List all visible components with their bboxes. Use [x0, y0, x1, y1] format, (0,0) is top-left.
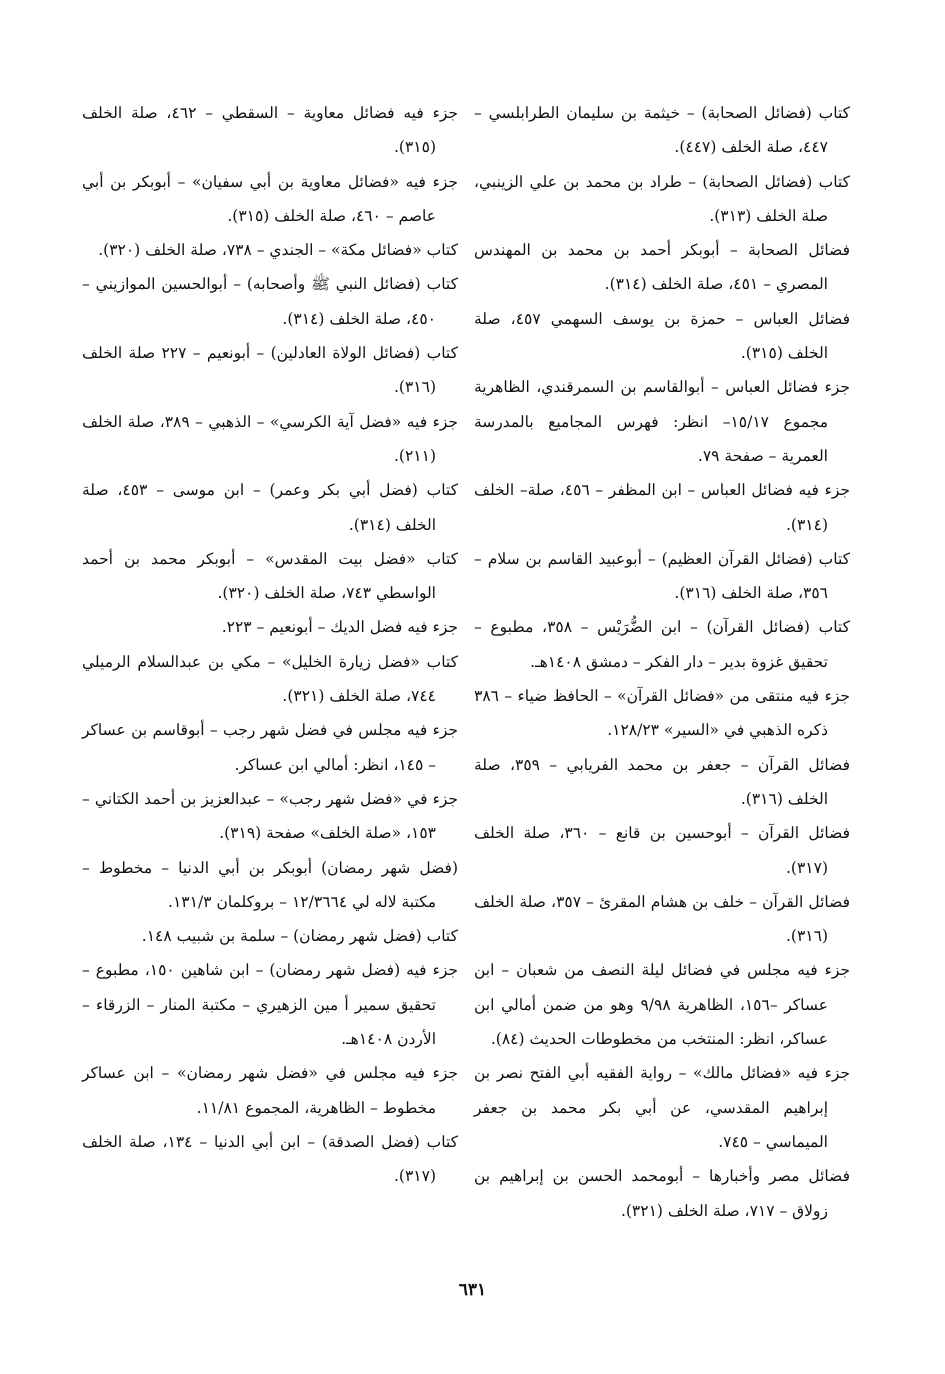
list-item: جزء فيه مجلس في «فضل شهر رمضان» – ابن عساكر مخطوط – الظاهرية، المجموع ١١/٨١.	[82, 1064, 458, 1117]
list-item: جزء فيه منتقى من «فضائل القرآن» – الحافظ ضياء – ٣٨٦ ذكره الذهبي في «السير» ١٢٨/٢٣.	[474, 687, 850, 740]
list-item: كتاب (فضائل القرآن) – ابن الضُّرَيْس – ٣٥٨، مطبوع – تحقيق غزوة بدير – دار الفكر – دمشق ١٤٠٨هـ.	[474, 618, 850, 671]
list-item: فضائل القرآن – أبوحسين بن قانع – ٣٦٠، صلة الخلف (٣١٧).	[474, 824, 850, 877]
list-item: جزء فيه مجلس في فضائل ليلة النصف من شعبان – ابن عساكر –١٥٦، الظاهرية ٩/٩٨ وهو من ضمن أمالي ابن عساكر، انظر: المنتخب من مخطوطات الحديث (٨٤).	[474, 961, 850, 1049]
list-item: كتاب (فضائل القرآن العظيم) – أبوعبيد القاسم بن سلام – ٣٥٦، صلة الخلف (٣١٦).	[474, 549, 850, 603]
right-column	[474, 96, 850, 1228]
list-item: كتاب «فضائل مكة» – الجندي – ٧٣٨، صلة الخلف (٣٢٠).	[98, 241, 458, 260]
list-item: جزء فيه «فضل آية الكرسي» – الذهبي – ٣٨٩، صلة الخلف (٢١١).	[82, 412, 458, 465]
list-item: كتاب «فضل بيت المقدس» – أبوبكر محمد بن أحمد الواسطي ٧٤٣، صلة الخلف (٣٢٠).	[82, 549, 458, 603]
list-item: فضائل القرآن – جعفر بن محمد الفريابي – ٣٥٩، صلة الخلف (٣١٦).	[474, 755, 850, 808]
list-item: كتاب (فضل شهر رمضان) – سلمة بن شبيب ١٤٨.	[141, 927, 458, 946]
page-number: ٦٣١	[458, 1280, 487, 1300]
list-item: جزء فيه «فضائل معاوية بن أبي سفيان» – أبوبكر بن أبي عاصم – ٤٦٠، صلة الخلف (٣١٥).	[82, 172, 458, 225]
list-item: فضائل مصر وأخبارها – أبومحمد الحسن بن إبراهيم بن زولاق – ٧١٧، صلة الخلف (٣٢١).	[474, 1167, 850, 1220]
list-item: كتاب (فضائل الولاة العادلين) – أبونعيم – ٢٢٧ صلة الخلف (٣١٦).	[82, 344, 458, 397]
list-item: جزء فيه فضل الديك – أبونعيم – ٢٢٣.	[221, 618, 458, 637]
list-item: جزء في «فضل شهر رجب» – عبدالعزيز بن أحمد الكتاني – ١٥٣، «صلة الخلف» صفحة (٣١٩).	[82, 789, 458, 843]
list-item: جزء فيه فضائل معاوية – السقطي – ٤٦٢، صلة الخلف (٣١٥).	[82, 104, 459, 157]
list-item: كتاب (فضائل الصحابة) – خيثمة بن سليمان الطرابلسي – ٤٤٧، صلة الخلف (٤٤٧).	[474, 104, 850, 157]
list-item: فضائل الصحابة – أبوبكر أحمد بن محمد بن المهندس المصري – ٤٥١، صلة الخلف (٣١٤).	[474, 241, 850, 294]
list-item: كتاب «فضل زيارة الخليل» – مكي بن عبدالسلام الرميلي ٧٤٤، صلة الخلف (٣٢١).	[82, 652, 458, 706]
list-item: جزء فيه «فضائل مالك» – رواية الفقيه أبي الفتح نصر بن إبراهيم المقدسي، عن أبي بكر محمد بن جعفر الميماسي – ٧٤٥.	[474, 1064, 850, 1151]
list-item: جزء فيه (فضل شهر رمضان) – ابن شاهين ١٥٠، مطبوع – تحقيق سمير أ مين الزهيري – مكتبة المنار – الزرقاء – الأردن ١٤٠٨هـ.	[82, 961, 459, 1049]
left-column	[82, 96, 458, 1194]
list-item: كتاب (فضل الصدقة) – ابن أبي الدنيا – ١٣٤، صلة الخلف (٣١٧).	[82, 1132, 458, 1186]
list-item: (فضل شهر رمضان) أبوبكر بن أبي الدنيا – مخطوط – مكتبة لاله لي ١٢/٣٦٦٤ – بروكلمان ١٣١/٣.	[82, 858, 458, 911]
list-item: جزء فيه مجلس في فضل شهر رجب – أبوقاسم بن عساكر – ١٤٥، انظر: أمالي ابن عساكر.	[82, 721, 458, 774]
list-item: فضائل العباس – حمزة بن يوسف السهمي ٤٥٧، صلة الخلف (٣١٥).	[474, 309, 850, 363]
list-item: فضائل القرآن – خلف بن هشام المقرئ – ٣٥٧، صلة الخلف (٣١٦).	[474, 892, 850, 946]
list-item: كتاب (فضائل الصحابة) – طراد بن محمد بن علي الزينبي، صلة الخلف (٣١٣).	[474, 172, 850, 225]
list-item: جزء فيه فضائل العباس – ابن المظفر – ٤٥٦، صلة– الخلف (٣١٤).	[474, 481, 850, 534]
list-item: كتاب (فضائل النبي ﷺ وأصحابه) – أبوالحسين الموازيني – ٤٥٠، صلة الخلف (٣١٤).	[82, 275, 458, 328]
list-item: جزء فضائل العباس – أبوالقاسم بن السمرقندي، الظاهرية مجموع ١٥/١٧– انظر: فهرس المجاميع بالمدرسة العمرية – صفحة ٧٩.	[474, 378, 850, 465]
list-item: كتاب (فضل أبي بكر وعمر) – ابن موسى – ٤٥٣، صلة الخلف (٣١٤).	[82, 481, 458, 534]
